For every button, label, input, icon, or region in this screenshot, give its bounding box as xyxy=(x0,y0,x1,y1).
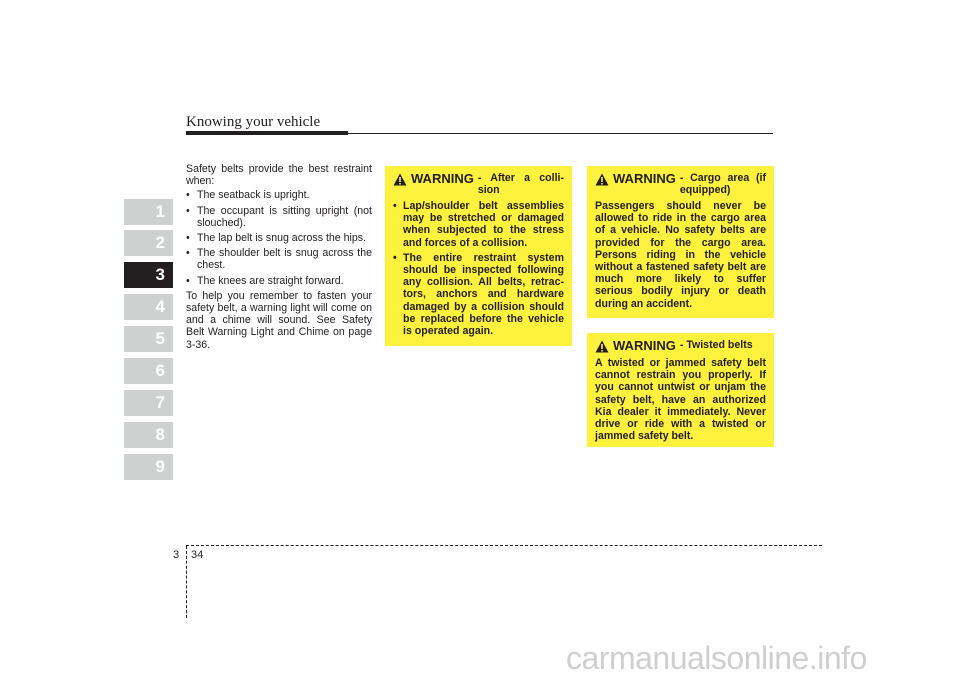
warning-triangle-icon xyxy=(393,173,407,186)
warning-triangle-icon xyxy=(595,340,609,353)
warning-triangle-icon xyxy=(595,173,609,186)
warning-subtitle: - Twisted belts xyxy=(679,339,753,351)
chapter-tab-7[interactable] xyxy=(124,390,173,416)
chapter-tab-3[interactable] xyxy=(124,262,173,288)
belt-conditions-list xyxy=(186,189,372,286)
chapter-tab-label: 9 xyxy=(155,457,165,476)
chapter-tab-6[interactable] xyxy=(124,358,173,384)
chapter-tab-label: 8 xyxy=(155,425,165,444)
list-item xyxy=(186,232,372,244)
chapter-tab-label: 3 xyxy=(155,265,165,284)
chapter-tab-label: 6 xyxy=(155,361,165,380)
page-header-title: Knowing your vehicle xyxy=(186,114,321,130)
body-intro: Safety belts provide the best restraint when: xyxy=(186,163,372,188)
warning-list xyxy=(393,200,564,337)
chapter-tab-4[interactable] xyxy=(124,294,173,320)
bullet-icon: • xyxy=(186,247,190,260)
chapter-tab-label: 1 xyxy=(155,202,165,221)
chapter-tab-1[interactable] xyxy=(124,199,173,225)
list-item-text: The seatback is upright. xyxy=(197,189,310,202)
warning-text: Passengers should never be allowed to ride in the cargo area of a vehicle. No safety belts are provided for the cargo area. Persons riding in the vehicle without a fastened safety belt are much more likely to suffer serious bodily injury or death during an accident. xyxy=(595,200,766,310)
chapter-tab-2[interactable] xyxy=(124,230,173,256)
list-item xyxy=(186,205,372,229)
bullet-icon: • xyxy=(186,189,190,202)
warning-subtitle: - After a colli- sion xyxy=(477,172,564,196)
list-item xyxy=(186,275,372,287)
warning-box-cargo-area xyxy=(587,166,774,318)
bullet-icon: • xyxy=(186,232,190,245)
warning-box-after-collision xyxy=(385,166,572,346)
warning-header xyxy=(595,172,766,196)
list-item-text: Lap/shoulder belt assemblies may be stretched or damaged when subjected to the stress and forces of a collision. xyxy=(403,200,564,249)
chapter-tab-9[interactable] xyxy=(124,454,173,480)
bullet-icon: • xyxy=(393,251,397,264)
body-text-column xyxy=(186,163,372,351)
bullet-icon: • xyxy=(186,274,190,287)
list-item-text: The shoulder belt is snug across the chest. xyxy=(197,247,372,272)
header-rule xyxy=(348,133,773,134)
chapter-tab-label: 2 xyxy=(155,233,165,252)
bullet-icon: • xyxy=(393,200,397,212)
warning-header xyxy=(595,339,766,353)
warning-header xyxy=(393,172,564,196)
footer-page-number: 34 xyxy=(191,549,204,561)
warning-word: WARNING xyxy=(613,171,676,186)
chapter-tab-label: 7 xyxy=(155,393,165,412)
list-item-text: The knees are straight forward. xyxy=(197,274,344,287)
list-item-text: The entire restraint system should be inspected following any collision. All belts, retrac- tors, anchors and hardware damaged by a collision should be replaced before the vehicle is operated again. xyxy=(403,251,564,338)
list-item xyxy=(186,189,372,201)
chapter-tab-label: 4 xyxy=(155,297,165,316)
bullet-icon: • xyxy=(186,204,190,217)
list-item-text: The lap belt is snug across the hips. xyxy=(197,232,367,245)
warning-text: A twisted or jammed safety belt cannot restrain you properly. If you cannot untwist or unjam the safety belt, have an authorized Kia dealer it immediately. Never drive or ride with a twisted or jammed safety belt. xyxy=(595,357,766,443)
footer-vertical-rule xyxy=(186,546,187,618)
warning-box-twisted-belts xyxy=(587,333,774,447)
warning-subtitle: - Cargo area (if equipped) xyxy=(679,172,766,196)
header-accent-bar xyxy=(186,131,348,135)
chapter-tab-label: 5 xyxy=(155,329,165,348)
list-item-text: The occupant is sitting upright (not slouched). xyxy=(197,204,372,229)
watermark: carmanualsonline.info xyxy=(566,640,867,676)
body-outro: To help you remember to fasten your safety belt, a warning light will come on and a chime will sound. See Safety Belt Warning Light and Chime on page 3-36. xyxy=(186,289,372,351)
footer-chapter-number: 3 xyxy=(173,549,180,561)
list-item xyxy=(393,252,564,337)
warning-word: WARNING xyxy=(411,171,474,186)
footer-rule xyxy=(186,545,822,546)
list-item xyxy=(393,200,564,249)
chapter-tab-5[interactable] xyxy=(124,326,173,352)
chapter-tab-8[interactable] xyxy=(124,422,173,448)
warning-word: WARNING xyxy=(613,338,676,353)
list-item xyxy=(186,247,372,271)
